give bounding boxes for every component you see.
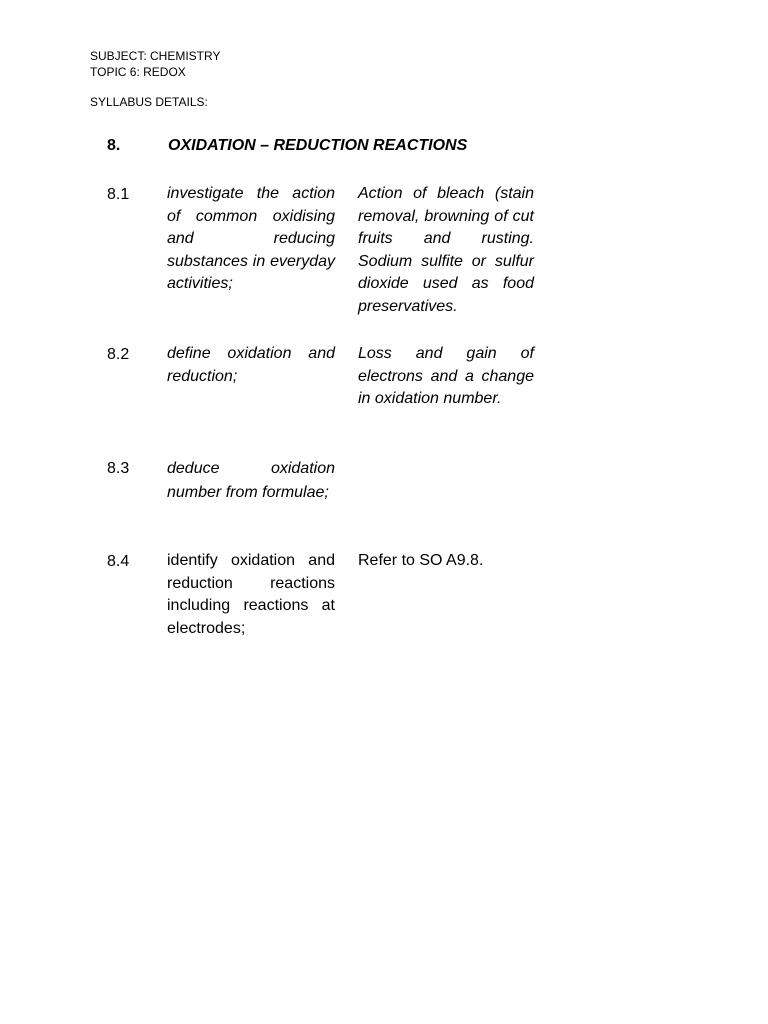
item-note: Loss and gain of electrons and a change in oxidation number. xyxy=(358,345,534,407)
section-title: OXIDATION – REDUCTION REACTIONS xyxy=(168,137,468,154)
topic-line: TOPIC 6: REDOX xyxy=(90,65,186,79)
item-note: Refer to SO A9.8. xyxy=(358,552,484,569)
item-number: 8.4 xyxy=(107,553,130,570)
item-objective: deduce oxidation number from formulae; xyxy=(167,460,335,501)
item-number: 8.2 xyxy=(107,346,130,363)
syllabus-label: SYLLABUS DETAILS: xyxy=(90,95,208,109)
section-number: 8. xyxy=(107,137,121,154)
item-objective: identify oxidation and reduction reactions including reactions at electrodes; xyxy=(167,552,335,637)
item-number: 8.3 xyxy=(107,460,130,477)
item-objective: define oxidation and reduction; xyxy=(167,345,335,385)
item-note: Action of bleach (stain removal, browning of cut fruits and rusting. Sodium sulfite or sulfur dioxide used as food preservatives. xyxy=(358,185,534,315)
item-objective: investigate the action of common oxidising and reducing substances in everyday activities; xyxy=(167,185,335,292)
subject-line: SUBJECT: CHEMISTRY xyxy=(90,49,221,63)
item-number: 8.1 xyxy=(107,186,130,203)
